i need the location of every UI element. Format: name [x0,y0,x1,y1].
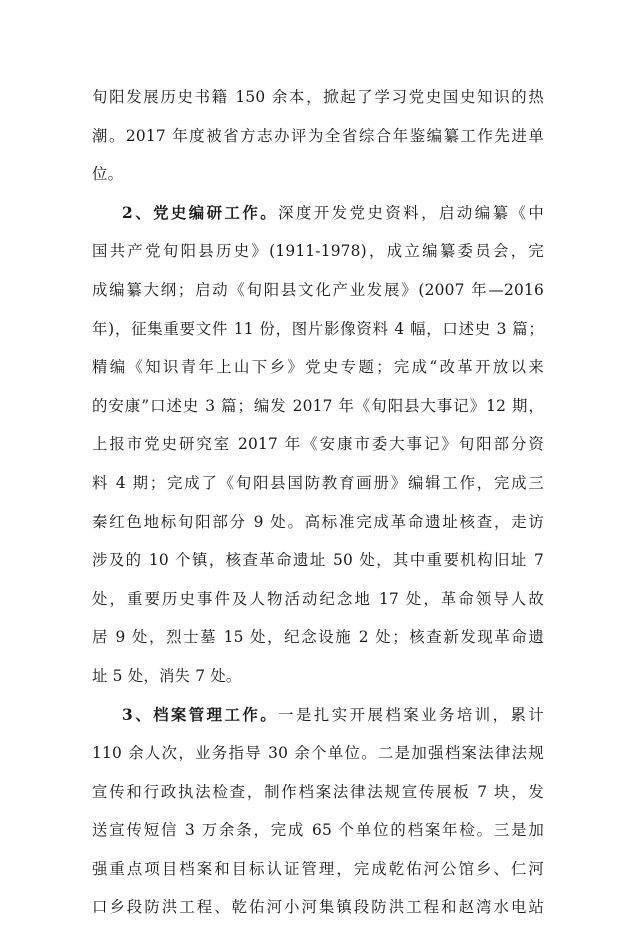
paragraph-2-line-1-text: 深度开发党史资料，启动编纂《中 [278,203,544,222]
paragraph-2-line-2: 国共产党旬阳县历史》(1911-1978)，成立编纂委员会，完 [92,242,544,261]
paragraph-2-line-6: 的安康”口述史 3 篇；编发 2017 年《旬阳县大事记》12 期， [92,396,544,415]
paragraph-1-line-2: 潮。2017 年度被省方志办评为全省综合年鉴编纂工作先进单 [92,126,544,145]
paragraph-1-line-3: 位。 [92,165,124,184]
paragraph-3-line-1 [92,696,544,735]
paragraph-3-line-3: 宣传和行政执法检查，制作档案法律法规宣传展板 7 块，发 [92,782,544,801]
section-heading-archives: 3、档案管理工作。 [122,705,279,724]
paragraph-2-line-5: 精编《知识青年上山下乡》党史专题；完成“改革开放以来 [92,358,544,377]
paragraph-3-line-5: 强重点项目档案和目标认证管理，完成乾佑河公馆乡、仁河 [92,859,544,878]
paragraph-2-line-3: 成编纂大纲；启动《旬阳县文化产业发展》(2007 年—2016 [92,280,544,299]
paragraph-2-line-8: 料 4 期；完成了《旬阳县国防教育画册》编辑工作，完成三 [92,473,544,492]
section-heading-party-history: 2、党史编研工作。 [122,203,279,222]
paragraph-3-line-2: 110 余人次，业务指导 30 余个单位。二是加强档案法律法规 [92,744,544,763]
paragraph-2-line-4: 年)，征集重要文件 11 份，图片影像资料 4 幅，口述史 3 篇； [92,319,544,338]
paragraph-2-line-13: 址 5 处，消失 7 处。 [92,666,242,685]
paragraph-2-line-9: 秦红色地标旬阳部分 9 处。高标准完成革命遗址核查，走访 [92,512,544,531]
paragraph-3-line-4: 送宣传短信 3 万余条，完成 65 个单位的档案年检。三是加 [92,821,544,840]
paragraph-2-line-10: 涉及的 10 个镇，核查革命遗址 50 处，其中重要机构旧址 7 [92,551,544,570]
paragraph-1-line-1: 旬阳发展历史书籍 150 余本，掀起了学习党史国史知识的热 [92,88,544,106]
paragraph-2-line-12: 居 9 处，烈士墓 15 处，纪念设施 2 处；核查新发现革命遗 [92,628,544,647]
paragraph-2-line-1 [92,194,544,233]
paragraph-2-line-11: 处，重要历史事件及人物活动纪念地 17 处，革命领导人故 [92,589,544,608]
paragraph-2-line-7: 上报市党史研究室 2017 年《安康市委大事记》旬阳部分资 [92,435,544,454]
paragraph-3-line-6: 口乡段防洪工程、乾佑河小河集镇段防洪工程和赵湾水电站 [92,898,544,917]
paragraph-3-line-1-text: 一是扎实开展档案业务培训，累计 [278,705,544,724]
body-text [92,78,544,927]
